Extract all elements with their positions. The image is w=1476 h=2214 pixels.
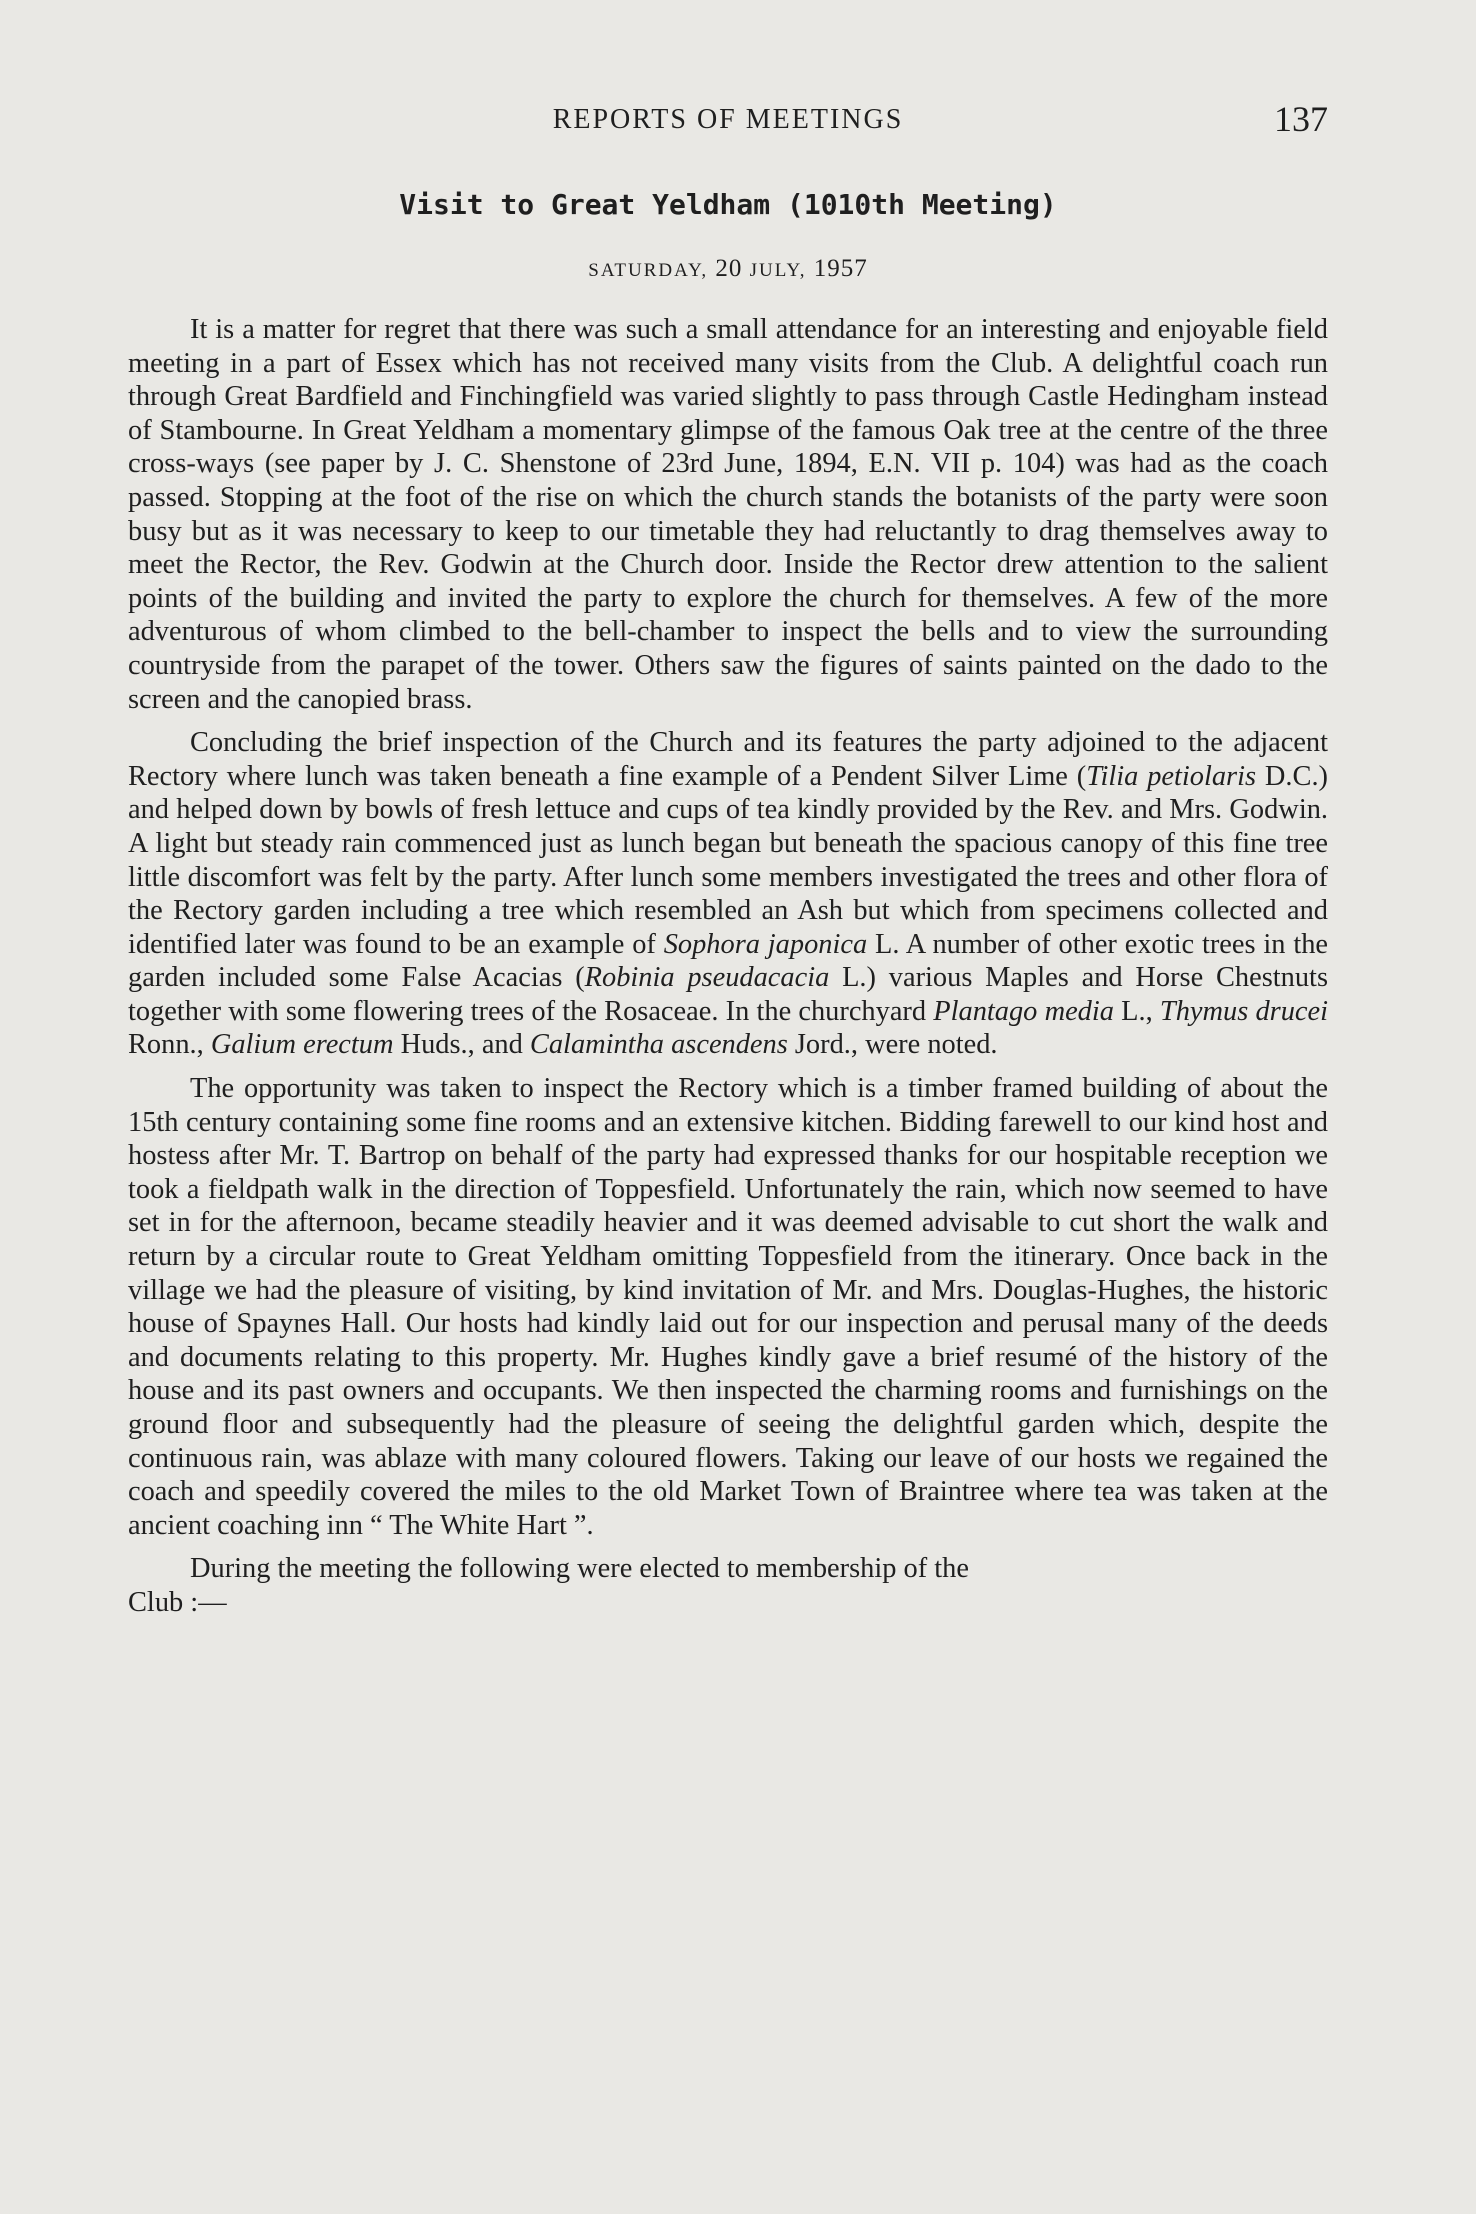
paragraph-3: The opportunity was taken to inspect the Rectory which is a timber framed building of about the 15th century containing some fine rooms and an extensive kitchen. Bidding farewell to our kind host and hostess after Mr. T. Bartrop on behalf of the party had expressed thanks for our hospitable reception we took a fieldpath walk in the direction of Toppesfield. Unfortunately the rain, which now seemed to have set in for the afternoon, became steadily heavier and it was deemed advisable to cut short the walk and return by a circular route to Great Yeldham omitting Toppesfield from the itinerary. Once back in the village we had the pleasure of visiting, by kind invitation of Mr. and Mrs. Douglas-Hughes, the historic house of Spaynes Hall. Our hosts had kindly laid out for our inspection and perusal many of the deeds and documents relating to this property. Mr. Hughes kindly gave a brief resumé of the history of the house and its past owners and occupants. We then inspected the charming rooms and furnishings on the ground floor and subsequently had the pleasure of seeing the delightful garden which, despite the continuous rain, was ablaze with many coloured flowers. Taking our leave of our hosts we regained the coach and speedily covered the miles to the old Market Town of Braintree where tea was taken at the ancient coaching inn “ The White Hart ”. — [128, 1073, 1328, 1541]
paragraph-2 — [128, 726, 1328, 1062]
species-robinia: Robinia pseudacacia — [584, 962, 830, 994]
p2-text-1: Concluding the brief inspection of the Church and its features the party adjoined to the adjacent Rectory where lunch was taken beneath a fine example of a Pendent Silver Lime ( — [128, 727, 1328, 792]
p2-text-4: L.) various Maples and Horse Chestnuts together with some flowering trees of the Rosaceae. In the churchyard — [128, 962, 1328, 1027]
species-tilia: Tilia petiolaris — [1086, 760, 1257, 792]
date-month: JULY, — [749, 260, 807, 281]
species-plantago: Plantago media — [933, 995, 1114, 1027]
p2-text-6: Ronn., — [128, 1029, 211, 1061]
species-galium: Galium erectum — [210, 1029, 394, 1061]
running-title: REPORTS OF MEETINGS — [552, 104, 904, 135]
p2-text-5: L., — [1113, 995, 1160, 1027]
species-thymus: Thymus drucei — [1159, 995, 1328, 1027]
p2-text-7: Huds., and — [393, 1029, 530, 1061]
running-header — [128, 98, 1328, 150]
page-number: 137 — [1274, 99, 1328, 139]
paragraph-4-end: Club :— — [128, 1586, 227, 1618]
meeting-title: Visit to Great Yeldham (1010th Meeting) — [399, 188, 1057, 221]
p2-text-3: L. A number of other exotic trees in the garden included some False Acacias ( — [128, 928, 1329, 994]
p2-text-2: D.C.) and helped down by bowls of fresh lettuce and cups of tea kindly provided by the Rev. and Mrs. Godwin. A light but steady rain commenced just as lunch began but beneath the spacious canopy of this fine tree little discomfort was felt by the party. After lunch some members investigated the trees and other flora of the Rectory garden including a tree which resembled an Ash but which from specimens collected and identified later was found to be an example of — [128, 760, 1329, 960]
species-calamintha: Calamintha ascendens — [529, 1029, 788, 1061]
date-day: SATURDAY, — [588, 260, 709, 281]
paragraph-1: It is a matter for regret that there was such a small attendance for an interesting and enjoyable field meeting in a part of Essex which has not received many visits from the Club. A delightful coach run through Great Bardfield and Finchingfield was varied slightly to pass through Castle Hedingham instead of Stambourne. In Great Yeldham a momentary glimpse of the famous Oak tree at the centre of the three cross-ways (see paper by J. C. Shenstone of 23rd June, 1894, E.N. VII p. 104) was had as the coach passed. Stopping at the foot of the rise on which the church stands the botanists of the party were soon busy but as it was necessary to keep to our timetable they had reluctantly to drag themselves away to meet the Rector, the Rev. Godwin at the Church door. Inside the Rector drew attention to the salient points of the building and invited the party to explore the church for themselves. A few of the more adventurous of whom climbed to the bell-chamber to inspect the bells and to view the surrounding countryside from the parapet of the tower. Others saw the figures of saints painted on the dado to the screen and the canopied brass. — [128, 314, 1328, 715]
paragraph-4: During the meeting the following were elected to membership of the — [190, 1553, 969, 1585]
species-sophora: Sophora japonica — [663, 928, 868, 960]
p2-text-8: Jord., were noted. — [787, 1029, 998, 1061]
meeting-date — [128, 255, 1328, 283]
date-year: 1957 — [813, 255, 868, 282]
date-number: 20 — [715, 255, 743, 282]
